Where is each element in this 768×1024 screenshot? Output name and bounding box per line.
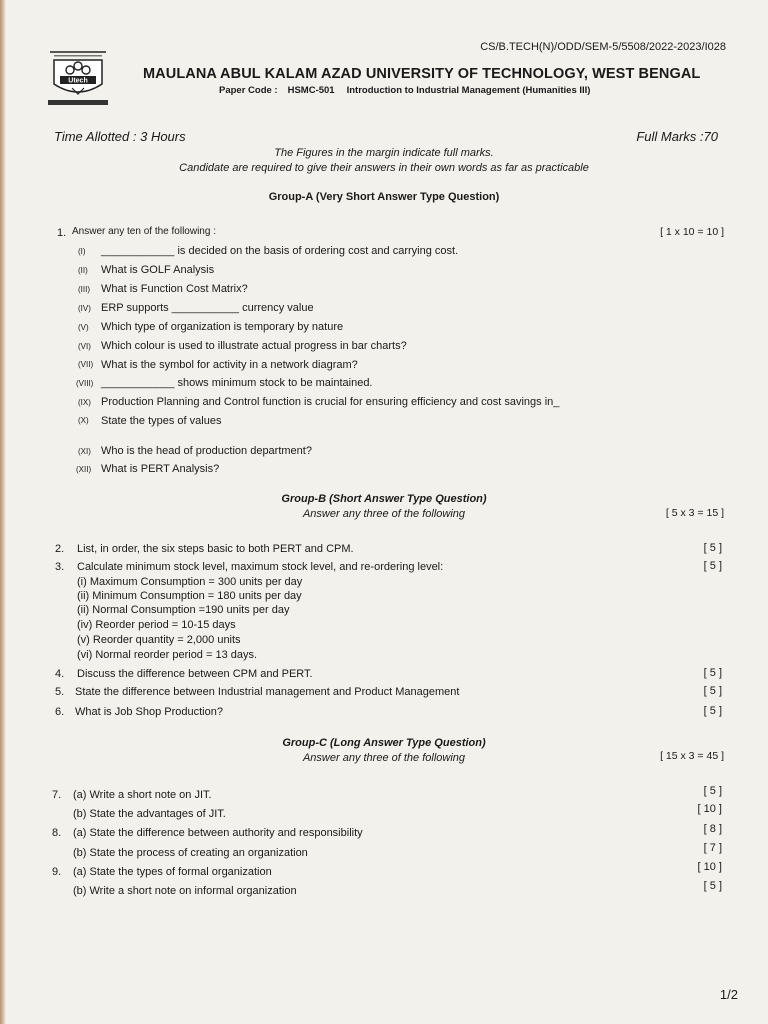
paper-code: HSMC-501 bbox=[287, 85, 335, 96]
list-item-text: ERP supports ___________ currency value bbox=[101, 302, 314, 314]
data-line: (i) Maximum Consumption = 300 units per day bbox=[77, 576, 303, 588]
list-item-number: (XII) bbox=[76, 465, 92, 474]
time-allotted: Time Allotted : 3 Hours bbox=[54, 129, 186, 144]
list-item-number: (I) bbox=[78, 247, 86, 256]
list-item-text: ____________ is decided on the basis of ordering cost and carrying cost. bbox=[101, 245, 459, 257]
list-item-text: Who is the head of production department? bbox=[101, 445, 312, 457]
list-item-text: Which type of organization is temporary by nature bbox=[101, 321, 344, 333]
question-1-number: 1. bbox=[57, 227, 67, 239]
data-line: (v) Reorder quantity = 2,000 units bbox=[77, 634, 241, 646]
group-a-total: [ 1 x 10 = 10 ] bbox=[660, 226, 724, 238]
list-item-number: (IV) bbox=[78, 304, 91, 313]
question-text: (b) Write a short note on informal organization bbox=[73, 885, 297, 897]
list-item-number: (II) bbox=[78, 266, 88, 275]
list-item-number: (XI) bbox=[78, 447, 91, 456]
question-text: Discuss the difference between CPM and PERT. bbox=[77, 668, 313, 680]
question-text: (a) State the types of formal organization bbox=[73, 866, 272, 878]
question-number: 2. bbox=[55, 543, 65, 555]
list-item-number: (III) bbox=[78, 285, 90, 294]
question-number: 5. bbox=[55, 686, 65, 698]
question-marks: [ 7 ] bbox=[703, 842, 722, 854]
question-text: Calculate minimum stock level, maximum stock level, and re-ordering level: bbox=[77, 561, 444, 573]
list-item-number: (VIII) bbox=[76, 379, 94, 388]
page-number: 1/2 bbox=[719, 987, 738, 1002]
question-marks: [ 5 ] bbox=[703, 542, 722, 554]
university-logo bbox=[44, 50, 112, 108]
group-c-total: [ 15 x 3 = 45 ] bbox=[660, 750, 724, 762]
list-item-text: What is GOLF Analysis bbox=[101, 264, 215, 276]
list-item-number: (V) bbox=[78, 323, 89, 332]
question-marks: [ 5 ] bbox=[703, 705, 722, 717]
question-marks: [ 10 ] bbox=[697, 803, 722, 815]
list-item-number: (VII) bbox=[78, 360, 94, 369]
question-number: 7. bbox=[52, 789, 62, 801]
group-a-title: Group-A (Very Short Answer Type Question) bbox=[268, 191, 500, 203]
question-marks: [ 8 ] bbox=[703, 823, 722, 835]
list-item-number: (IX) bbox=[78, 398, 91, 407]
question-number: 6. bbox=[55, 706, 65, 718]
list-item-text: What is PERT Analysis? bbox=[101, 463, 220, 475]
question-number: 9. bbox=[52, 866, 62, 878]
group-b-title: Group-B (Short Answer Type Question) bbox=[281, 493, 487, 505]
university-name: MAULANA ABUL KALAM AZAD UNIVERSITY OF TECHNOLOGY, WEST BENGAL bbox=[143, 66, 701, 82]
list-item-text: Which colour is used to illustrate actual progress in bar charts? bbox=[101, 340, 407, 352]
list-item-text: State the types of values bbox=[101, 415, 222, 427]
list-item-number: (X) bbox=[78, 416, 89, 425]
paper-code-label: Paper Code : bbox=[219, 85, 278, 96]
data-line: (vi) Normal reorder period = 13 days. bbox=[77, 649, 258, 661]
data-line: (iv) Reorder period = 10-15 days bbox=[77, 619, 236, 631]
question-1-text: Answer any ten of the following : bbox=[72, 226, 216, 237]
list-item-number: (VI) bbox=[78, 342, 91, 351]
paper-title: Introduction to Industrial Management (Humanities III) bbox=[346, 85, 591, 96]
group-b-subtitle: Answer any three of the following bbox=[302, 508, 466, 520]
question-text: (b) State the process of creating an organization bbox=[73, 847, 308, 859]
question-text: (a) State the difference between authority and responsibility bbox=[73, 827, 363, 839]
question-text: (a) Write a short note on JIT. bbox=[73, 789, 212, 801]
question-marks: [ 5 ] bbox=[703, 785, 722, 797]
question-text: (b) State the advantages of JIT. bbox=[73, 808, 226, 820]
group-b-total: [ 5 x 3 = 15 ] bbox=[665, 507, 724, 519]
question-text: State the difference between Industrial management and Product Management bbox=[75, 686, 460, 698]
full-marks: Full Marks :70 bbox=[636, 129, 718, 144]
data-line: (ii) Normal Consumption =190 units per day bbox=[77, 604, 290, 616]
data-line: (ii) Minimum Consumption = 180 units per day bbox=[77, 590, 302, 602]
paper-code-line bbox=[219, 85, 590, 96]
list-item-text: ____________ shows minimum stock to be maintained. bbox=[101, 377, 373, 389]
question-marks: [ 5 ] bbox=[703, 685, 722, 697]
question-text: List, in order, the six steps basic to both PERT and CPM. bbox=[77, 543, 354, 555]
question-number: 3. bbox=[55, 561, 65, 573]
list-item-text: Production Planning and Control function is crucial for ensuring efficiency and cost savings in_ bbox=[101, 396, 560, 408]
question-marks: [ 5 ] bbox=[703, 560, 722, 572]
group-c-title: Group-C (Long Answer Type Question) bbox=[282, 737, 486, 749]
list-item-text: What is Function Cost Matrix? bbox=[101, 283, 248, 295]
question-marks: [ 5 ] bbox=[703, 880, 722, 892]
question-number: 8. bbox=[52, 827, 62, 839]
list-item-text: What is the symbol for activity in a network diagram? bbox=[101, 359, 358, 371]
question-marks: [ 5 ] bbox=[703, 667, 722, 679]
question-text: What is Job Shop Production? bbox=[75, 706, 223, 718]
svg-text:Utech: Utech bbox=[68, 77, 88, 85]
group-c-subtitle: Answer any three of the following bbox=[302, 752, 466, 764]
instruction-line-1: The Figures in the margin indicate full marks. bbox=[274, 147, 494, 159]
question-number: 4. bbox=[55, 668, 65, 680]
question-marks: [ 10 ] bbox=[697, 861, 722, 873]
paper-code-header: CS/B.TECH(N)/ODD/SEM-5/5508/2022-2023/I028 bbox=[480, 41, 726, 53]
instruction-line-2: Candidate are required to give their answers in their own words as far as practicable bbox=[179, 162, 589, 174]
